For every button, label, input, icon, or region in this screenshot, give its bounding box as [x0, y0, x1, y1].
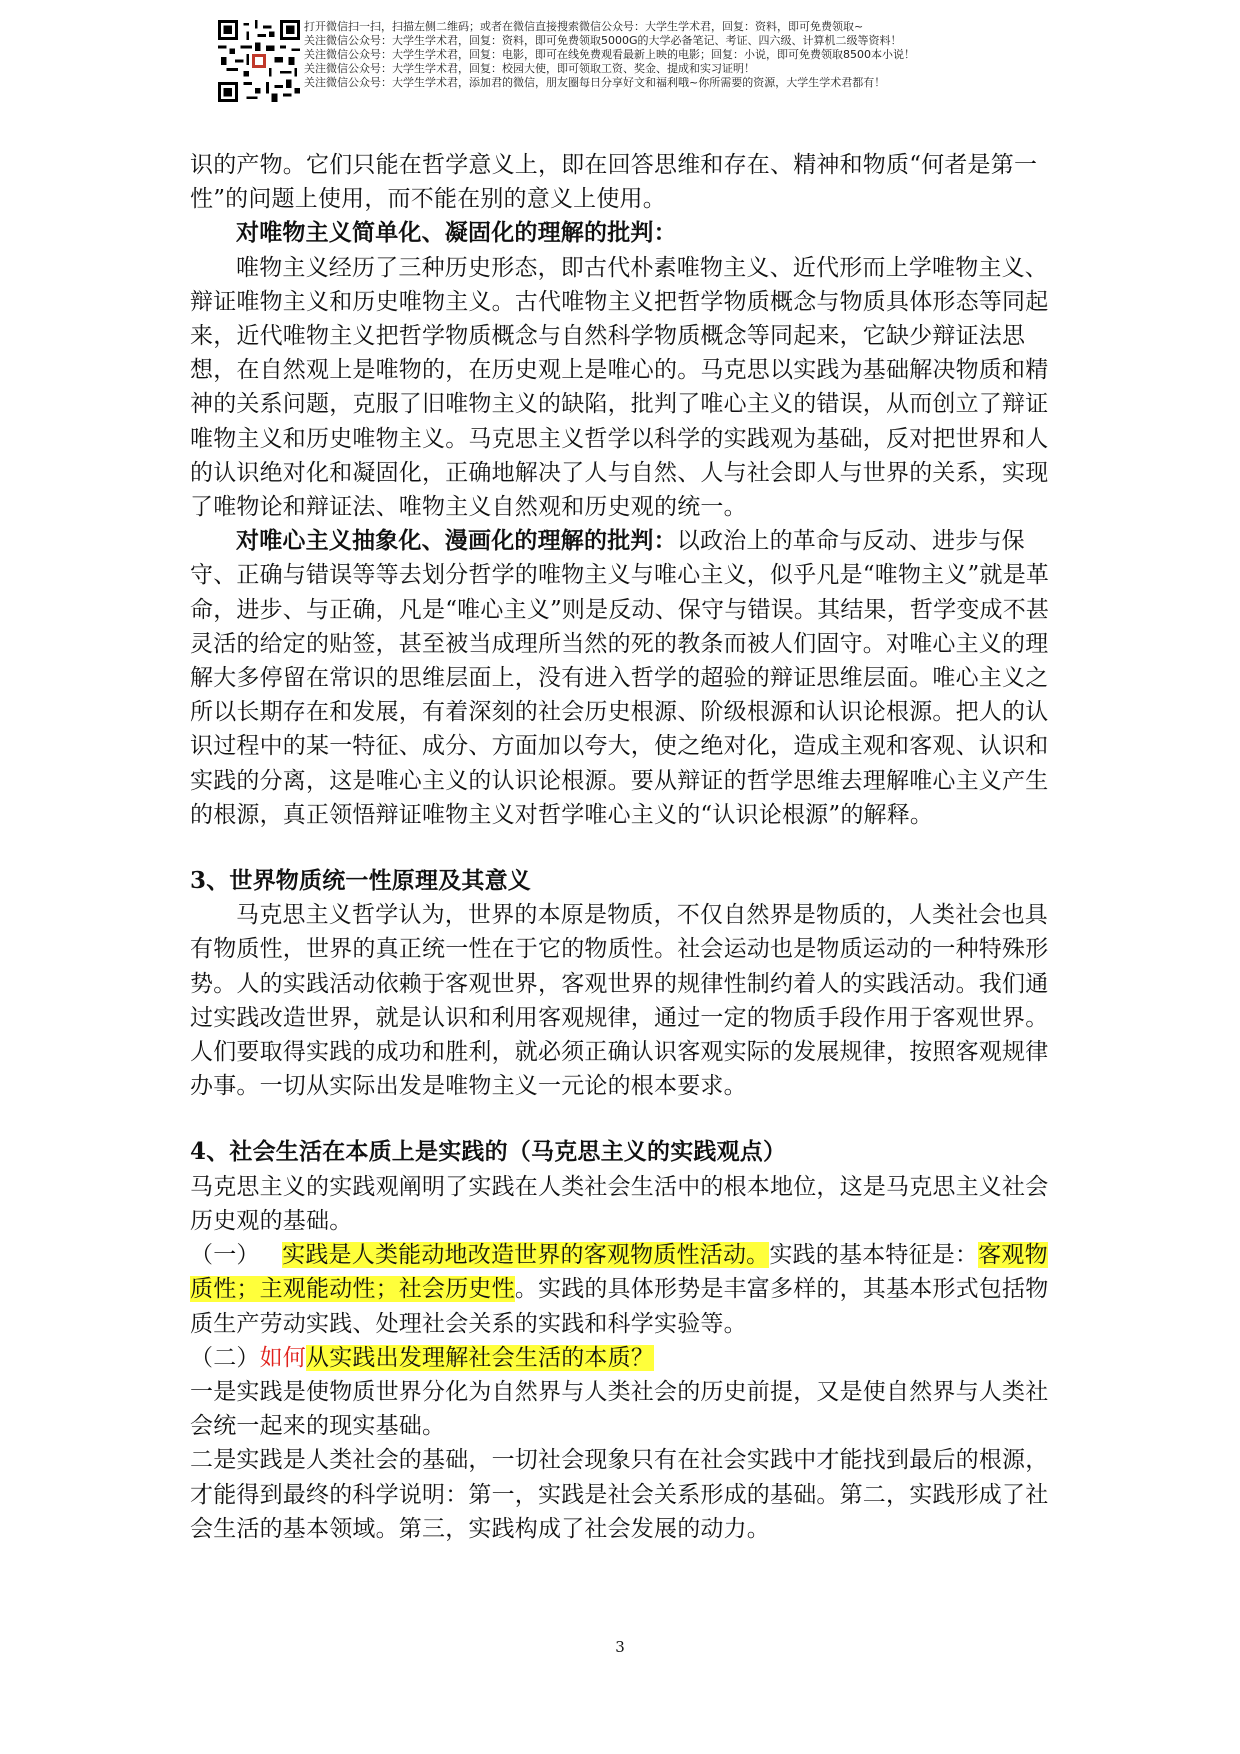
highlighted-text: 客观物质性；主观能动性；社会历史性	[190, 1242, 1048, 1303]
document-body	[190, 148, 1070, 1546]
section-subheading: 对唯心主义抽象化、漫画化的理解的批判：	[236, 527, 677, 555]
promo-text	[304, 20, 1024, 90]
section-heading: 3、世界物质统一性原理及其意义	[190, 867, 532, 895]
promo-line: 关注微信公众号：大学生学术君，回复：校园大使，即可领取工资、奖金、提成和实习证明！	[304, 62, 755, 75]
promo-line: 关注微信公众号：大学生学术君，回复：资料，即可免费领取5000G的大学必备笔记、考证、四六级、计算机二级等资料！	[304, 34, 902, 47]
paragraph: 唯物主义经历了三种历史形态，即古代朴素唯物主义、近代形而上学唯物主义、辩证唯物主义和历史唯物主义。古代唯物主义把哲学物质概念与物质具体形态等同起来，近代唯物主义把哲学物质概念与自然科学物质概念等同起来，它缺少辩证法思想，在自然观上是唯物的，在历史观上是唯心的。马克思以实践为基础解决物质和精神的关系问题，克服了旧唯物主义的缺陷，批判了唯心主义的错误，从而创立了辩证唯物主义和历史唯物主义。马克思主义哲学以科学的实践观为基础，反对把世界和人的认识绝对化和凝固化，正确地解决了人与自然、人与社会即人与世界的关系，实现了唯物论和辩证法、唯物主义自然观和历史观的统一。	[190, 254, 1049, 521]
paragraph: 马克思主义哲学认为，世界的本原是物质，不仅自然界是物质的，人类社会也具有物质性，世界的真正统一性在于它的物质性。社会运动也是物质运动的一种特殊形势。人的实践活动依赖于客观世界，客观世界的规律性制约着人的实践活动。我们通过实践改造世界，就是认识和利用客观规律，通过一定的物质手段作用于客观世界。人们要取得实践的成功和胜利，就必须正确认识客观实际的发展规律，按照客观规律办事。一切从实际出发是唯物主义一元论的根本要求。	[190, 902, 1049, 1100]
section-heading: 4、社会生活在本质上是实践的（马克思主义的实践观点）	[190, 1138, 787, 1166]
highlighted-text: 从实践出发理解社会生活的本质？	[306, 1344, 655, 1371]
paragraph-text: 实践的基本特征是：	[769, 1242, 979, 1269]
highlighted-text: 实践是人类能动地改造世界的客观物质性活动。	[282, 1242, 770, 1269]
list-marker: （二）	[190, 1344, 260, 1371]
page-number: 3	[615, 1638, 625, 1656]
paragraph	[190, 1341, 1070, 1375]
promo-line: 打开微信扫一扫，扫描左侧二维码；或者在微信直接搜索微信公众号：大学生学术君，回复：资料，即可免费领取~	[304, 20, 864, 33]
qr-code-icon[interactable]	[218, 20, 300, 102]
paragraph-text: 。实践的具体形势是丰富多样的，其基本形式包括物质生产劳动实践、处理社会关系的实践和科学实验等。	[190, 1276, 1049, 1337]
paragraph	[190, 1238, 1070, 1341]
paragraph: 二是实践是人类社会的基础，一切社会现象只有在社会实践中才能找到最后的根源，才能得到最终的科学说明：第一，实践是社会关系形成的基础。第二，实践形成了社会生活的基本领域。第三，实践构成了社会发展的动力。	[190, 1447, 1049, 1542]
paragraph: 一是实践是使物质世界分化为自然界与人类社会的历史前提，又是使自然界与人类社会统一起来的现实基础。	[190, 1378, 1049, 1440]
list-marker: （一）	[190, 1242, 260, 1269]
paragraph: 识的产物。它们只能在哲学意义上，即在回答思维和存在、精神和物质“何者是第一性”的问题上使用，而不能在别的意义上使用。	[190, 152, 1038, 213]
promo-line: 关注微信公众号：大学生学术君，回复：电影，即可在线免费观看最新上映的电影；回复：小说，即可免费领取8500本小说！	[304, 48, 915, 61]
promo-header	[218, 16, 1018, 106]
promo-line: 关注微信公众号：大学生学术君，添加君的微信，朋友圈每日分享好文和福利哦~你所需要的资源，大学生学术君都有！	[304, 76, 886, 89]
section-subheading: 对唯物主义简单化、凝固化的理解的批判：	[236, 219, 677, 247]
paragraph-text: 以政治上的革命与反动、进步与保守、正确与错误等等去划分哲学的唯物主义与唯心主义，似乎凡是“唯物主义”就是革命，进步、与正确，凡是“唯心主义”则是反动、保守与错误。其结果，哲学变成不甚灵活的给定的贴签，甚至被当成理所当然的死的教条而被人们固守。对唯心主义的理解大多停留在常识的思维层面上，没有进入哲学的超验的辩证思维层面。唯心主义之所以长期存在和发展，有着深刻的社会历史根源、阶级根源和认识论根源。把人的认识过程中的某一特征、成分、方面加以夸大，使之绝对化，造成主观和客观、认识和实践的分离，这是唯心主义的认识论根源。要从辩证的哲学思维去理解唯心主义产生的根源，真正领悟辩证唯物主义对哲学唯心主义的“认识论根源”的解释。	[190, 528, 1050, 828]
paragraph: 马克思主义的实践观阐明了实践在人类社会生活中的根本地位，这是马克思主义社会历史观的基础。	[190, 1173, 1049, 1234]
paragraph	[190, 524, 1070, 832]
red-text: 如何	[259, 1344, 307, 1371]
